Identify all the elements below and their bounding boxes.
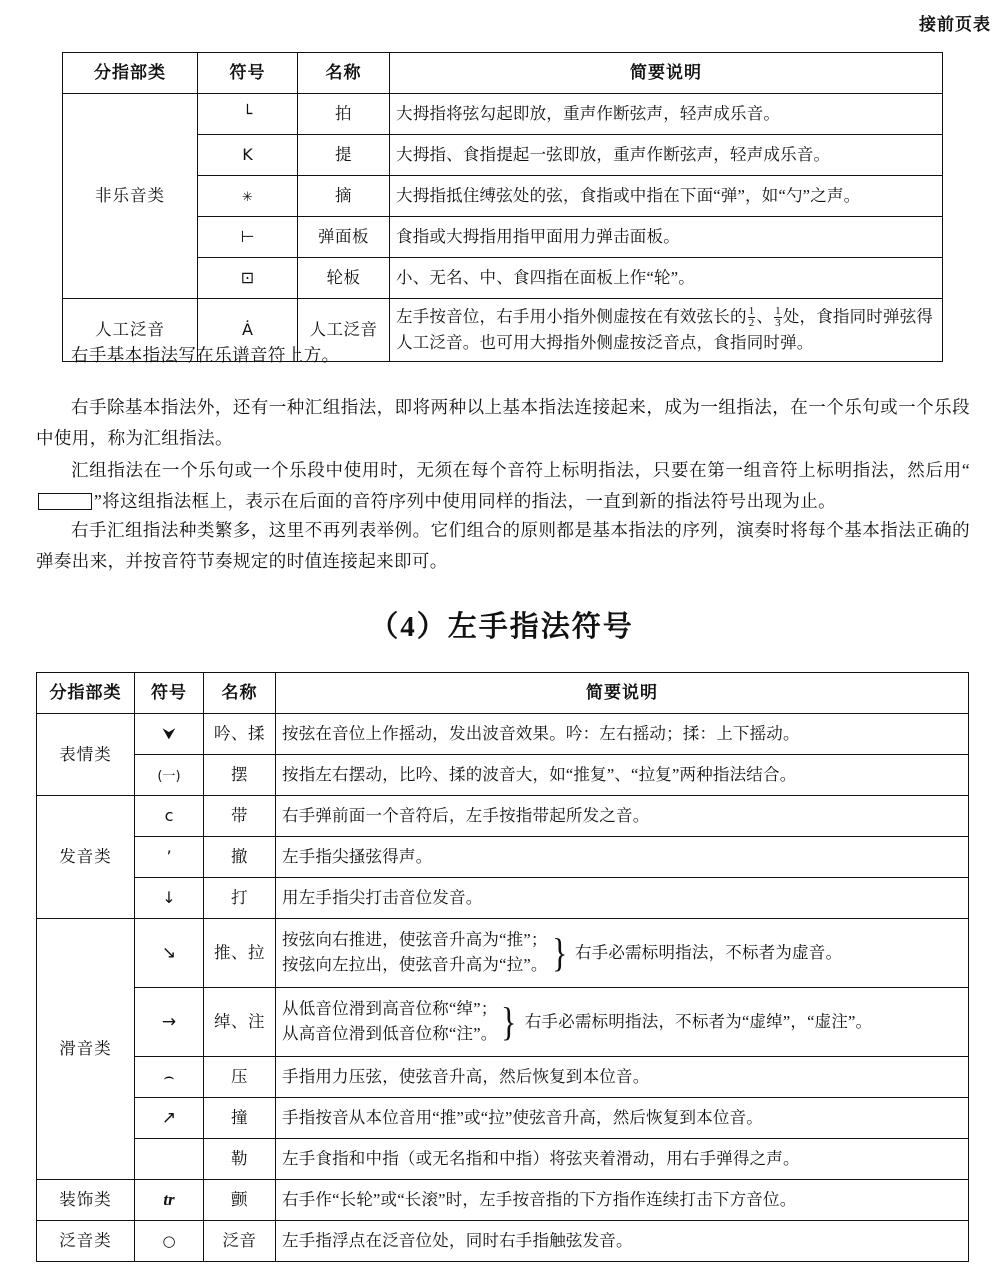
cell-symbol-lunban <box>198 258 298 299</box>
chan-trill-icon: tr <box>163 1189 175 1209</box>
cell-category-biaoqing: 表情类 <box>37 714 135 796</box>
cell-name-zhai: 摘 <box>298 176 390 217</box>
pai-icon: └ <box>242 104 253 124</box>
cell-desc-fanyin: 左手指浮点在泛音位处，同时右手指触弦发音。 <box>276 1221 969 1262</box>
cell-name-fanyin: 泛音 <box>204 1221 276 1262</box>
cell-name-tui-la: 推、拉 <box>204 919 276 988</box>
section-heading: （4）左手指法符号 <box>369 611 634 643</box>
desc-part-2: 处，食指同时弹弦得人工泛音。也可用大拇指外侧虚按泛音点，食指同时弹。 <box>396 307 934 352</box>
cell-category-fanyin: 泛音类 <box>37 1221 135 1262</box>
paragraph-3-after-symbol: ”将这组指法框上，表示在后面的音符序列中使用同样的指法，一直到新的指法符号出现为止。 <box>94 490 837 511</box>
left-hand-symbol-table <box>36 672 969 1262</box>
cell-symbol-zhuang <box>135 1098 204 1139</box>
paragraph-4: 右手汇组指法种类繁多，这里不再列表举例。它们组合的原则都是基本指法的序列，演奏时将每个基本指法正确的弹奏出来，并按音符节奏规定的时值连接起来即可。 <box>36 520 970 571</box>
column-header-symbol: 符号 <box>135 673 204 714</box>
cell-symbol-dai <box>135 796 204 837</box>
paragraph-3-before-symbol: 汇组指法在一个乐句或一个乐段中使用时，无须在每个音符上标明指法，只要在第一组音符上标明指法，然后用“ <box>71 460 970 480</box>
ti-icon: K <box>242 145 253 165</box>
brace-line-1: 按弦向右推进，使弦音升高为“推”； <box>282 930 548 950</box>
rengongfanyin-icon: Ȧ <box>242 320 253 340</box>
cell-desc-ti: 大拇指、食指提起一弦即放，重声作断弦声，轻声成乐音。 <box>390 135 943 176</box>
cell-category-rengongfanyin: 人工泛音 <box>63 299 198 362</box>
right-brace-icon: } <box>501 999 517 1044</box>
cell-desc-yin-rou: 按弦在音位上作摇动，发出波音效果。吟：左右摇动；揉：上下摇动。 <box>276 714 969 755</box>
cell-symbol-ti <box>198 135 298 176</box>
cell-desc-chuo-zhu <box>276 988 969 1057</box>
cell-desc-zhuang: 手指按音从本位音用“推”或“拉”使弦音升高，然后恢复到本位音。 <box>276 1098 969 1139</box>
paragraph-3 <box>36 455 970 516</box>
table-row <box>37 755 969 796</box>
cell-symbol-da <box>135 878 204 919</box>
cell-name-lunban: 轮板 <box>298 258 390 299</box>
brace-left-lines <box>282 997 497 1047</box>
column-header-name: 名称 <box>204 673 276 714</box>
fraction-one-half <box>748 306 756 330</box>
cell-name-bai: 摆 <box>204 755 276 796</box>
column-header-category: 分指部类 <box>63 53 198 94</box>
column-header-name: 名称 <box>298 53 390 94</box>
cell-name-rengongfanyin: 人工泛音 <box>298 299 390 362</box>
table-row <box>37 1139 969 1180</box>
sou-icon: ’ <box>166 847 172 867</box>
fraction-numerator: 1 <box>748 304 755 317</box>
paragraph-2: 右手除基本指法外，还有一种汇组指法，即将两种以上基本指法连接起来，成为一组指法，在一个乐句或一个乐段中使用，称为汇组指法。 <box>36 397 970 448</box>
cell-name-pai: 拍 <box>298 94 390 135</box>
brace-note: 右手必需标明指法，不标者为“虚绰”，“虚注”。 <box>524 1012 873 1032</box>
cell-desc-bai: 按指左右摆动，比吟、揉的波音大，如“推复”、“拉复”两种指法结合。 <box>276 755 969 796</box>
cell-name-zhuang: 撞 <box>204 1098 276 1139</box>
cell-desc-tanmianban: 食指或大拇指用指甲面用力弹击面板。 <box>390 217 943 258</box>
table-row <box>37 988 969 1057</box>
tui-la-icon: ↘ <box>161 943 177 964</box>
cell-name-chan: 颤 <box>204 1180 276 1221</box>
cell-desc-zhai: 大拇指抵住缚弦处的弦，食指或中指在下面“弹”，如“勺”之声。 <box>390 176 943 217</box>
cell-desc-da: 用左手指尖打击音位发音。 <box>276 878 969 919</box>
da-icon: ↓ <box>162 888 176 908</box>
cell-symbol-chuo-zhu <box>135 988 204 1057</box>
cell-name-ya: 压 <box>204 1057 276 1098</box>
cell-desc-sou: 左手指尖搔弦得声。 <box>276 837 969 878</box>
table-row <box>37 919 969 988</box>
cell-desc-dai: 右手弹前面一个音符后，左手按指带起所发之音。 <box>276 796 969 837</box>
zhai-icon: ✳ <box>242 190 253 206</box>
table-row <box>37 1098 969 1139</box>
cell-name-ti: 提 <box>298 135 390 176</box>
paragraph-1: 右手基本指法写在乐谱音符上方。 <box>71 345 340 365</box>
table-row <box>37 1221 969 1262</box>
desc-part-1: 左手按音位，右手用小指外侧虚按在有效弦长的 <box>396 307 747 327</box>
brace-line-2: 按弦向左拉出，使弦音升高为“拉”。 <box>282 955 548 974</box>
cell-category-huayin: 滑音类 <box>37 919 135 1180</box>
cell-symbol-fanyin <box>135 1221 204 1262</box>
cell-symbol-le <box>135 1139 204 1180</box>
cell-category-feiyueyin: 非乐音类 <box>63 94 198 299</box>
brace-group <box>282 997 962 1047</box>
table-row <box>37 1057 969 1098</box>
bai-icon: (一) <box>157 769 181 785</box>
grouped-fingering-box-icon <box>38 493 92 510</box>
table-row <box>63 94 943 135</box>
table-row <box>37 878 969 919</box>
cell-symbol-chan <box>135 1180 204 1221</box>
cell-symbol-sou <box>135 837 204 878</box>
fraction-one-third <box>774 306 782 330</box>
cell-desc-tui-la <box>276 919 969 988</box>
cell-category-zhuangshi: 装饰类 <box>37 1180 135 1221</box>
cell-name-yin-rou: 吟、揉 <box>204 714 276 755</box>
cell-name-tanmianban: 弹面板 <box>298 217 390 258</box>
cell-symbol-bai <box>135 755 204 796</box>
brace-line-1: 从低音位滑到高音位称“绰”； <box>282 999 498 1019</box>
yin-rou-icon: ⮟ <box>162 724 176 744</box>
table-row <box>37 796 969 837</box>
lunban-icon: ⊡ <box>240 268 255 288</box>
fraction-separator: 、 <box>756 307 774 327</box>
cell-desc-ya: 手指用力压弦，使弦音升高，然后恢复到本位音。 <box>276 1057 969 1098</box>
cell-desc-lunban: 小、无名、中、食四指在面板上作“轮”。 <box>390 258 943 299</box>
cell-symbol-tanmianban <box>198 217 298 258</box>
cell-name-sou: 撤 <box>204 837 276 878</box>
cell-name-chuo-zhu: 绰、注 <box>204 988 276 1057</box>
fraction-numerator: 1 <box>775 304 781 317</box>
table-row <box>37 837 969 878</box>
cell-symbol-tui-la <box>135 919 204 988</box>
cell-symbol-ya <box>135 1057 204 1098</box>
dai-icon: c <box>164 806 174 826</box>
column-header-symbol: 符号 <box>198 53 298 94</box>
right-hand-symbol-table <box>62 52 943 362</box>
cell-desc-chan: 右手作“长轮”或“长滚”时，左手按音指的下方指作连续打击下方音位。 <box>276 1180 969 1221</box>
brace-left-lines <box>282 928 548 978</box>
brace-note: 右手必需标明指法，不标者为虚音。 <box>574 943 843 963</box>
cell-name-dai: 带 <box>204 796 276 837</box>
table-header-row <box>37 673 969 714</box>
cell-name-da: 打 <box>204 878 276 919</box>
cell-symbol-yin-rou <box>135 714 204 755</box>
column-header-description: 简要说明 <box>390 53 943 94</box>
fanyin-icon: ○ <box>162 1232 176 1251</box>
right-brace-icon: } <box>551 930 568 975</box>
brace-group <box>282 928 962 978</box>
ya-icon: ⌢ <box>163 1067 175 1088</box>
cell-desc-le: 左手食指和中指（或无名指和中指）将弦夹着滑动，用右手弹得之声。 <box>276 1139 969 1180</box>
table-row <box>37 714 969 755</box>
cell-symbol-zhai <box>198 176 298 217</box>
fraction-denominator: 2 <box>748 317 755 330</box>
cell-symbol-pai <box>198 94 298 135</box>
table-row <box>37 1180 969 1221</box>
column-header-description: 简要说明 <box>276 673 969 714</box>
cell-category-fayin: 发音类 <box>37 796 135 919</box>
table-header-row <box>63 53 943 94</box>
cell-name-le: 勒 <box>204 1139 276 1180</box>
brace-line-2: 从高音位滑到低音位称“注”。 <box>282 1024 498 1043</box>
chuo-zhu-icon: → <box>161 1012 177 1033</box>
column-header-category: 分指部类 <box>37 673 135 714</box>
tanmianban-icon: ⊢ <box>240 227 255 247</box>
cell-desc-pai: 大拇指将弦勾起即放，重声作断弦声，轻声成乐音。 <box>390 94 943 135</box>
running-head: 接前页表 <box>919 15 991 35</box>
fraction-denominator: 3 <box>775 317 781 330</box>
zhuang-icon: ↗ <box>161 1108 177 1129</box>
